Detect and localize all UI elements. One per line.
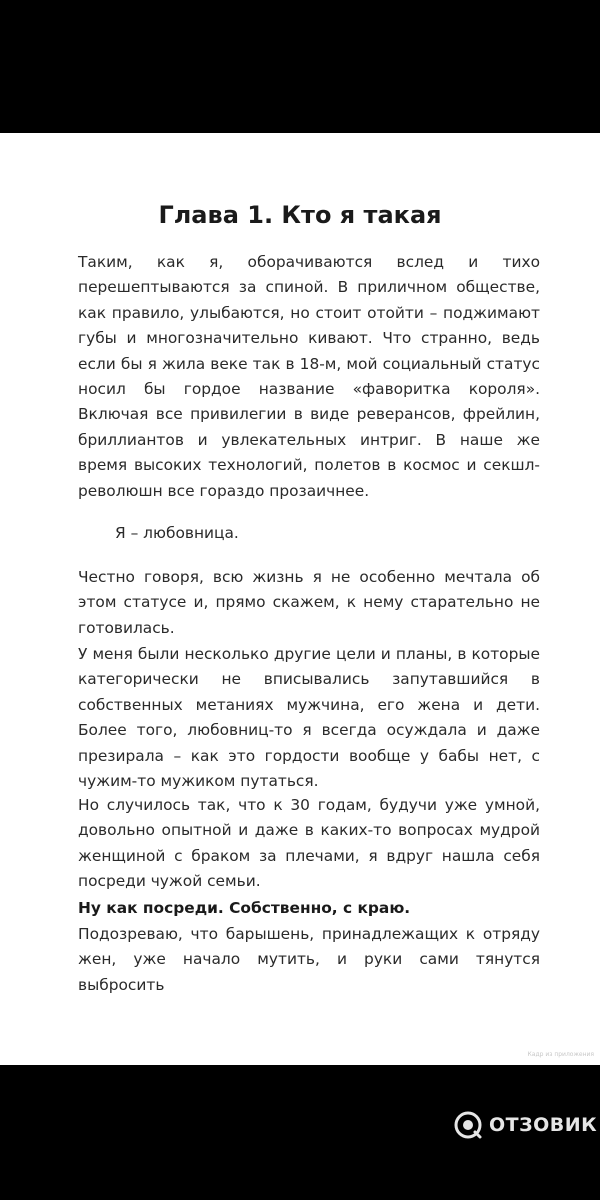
paragraph-age-30: Но случилось так, что к 30 годам, будучи уже умной, довольно опытной и даже в каких-то вопросах мудрой женщиной с браком за плечами, я вдруг нашла себя посреди чужой семьи.: [78, 796, 540, 891]
otzovik-logo-icon: [453, 1110, 483, 1140]
paragraph-honestly: Честно говоря, всю жизнь я не особенно мечтала об этом статусе и, прямо скажем, к нему старательно не готовилась.: [78, 568, 540, 637]
otzovik-watermark: [453, 1107, 597, 1143]
chapter-title: Глава 1. Кто я такая: [158, 201, 442, 229]
top-black-bar: [0, 0, 600, 133]
watermark-caption: Кадр из приложения: [527, 1051, 594, 1058]
paragraph-bold-aside: Ну как посреди. Собственно, с краю.: [78, 899, 411, 917]
book-page: [0, 133, 600, 1065]
otzovik-brand-text: ОТЗОВИК: [489, 1114, 598, 1136]
paragraph-plans: У меня были несколько другие цели и планы, в которые категорически не вписывались запутавшийся в собственных метаниях мужчина, его жена и дети. Более того, любовниц-то я всегда осуждала и даже презирала – как это гордости вообще у бабы нет, с чужим-то мужиком путаться.: [78, 645, 540, 791]
paragraph-statement: Я – любовница.: [115, 524, 239, 542]
paragraph-intro: Таким, как я, оборачиваются вслед и тихо перешептываются за спиной. В приличном обществе, как правило, улыбаются, но стоит отойти – поджимают губы и многозначительно кивают. Что странно, ведь если бы я жила веке так в 18-м, мой социальный статус носил бы гордое название «фаворитка короля». Включая все привилегии в виде реверансов, фрейлин, бриллиантов и увлекательных интриг. В наше же время высоких технологий, полетов в космос и секшл-революшн все гораздо прозаичнее.: [78, 253, 540, 500]
paragraph-suspect: Подозреваю, что барышень, принадлежащих к отряду жен, уже начало мутить, и руки сами тянутся выбросить: [78, 925, 540, 994]
